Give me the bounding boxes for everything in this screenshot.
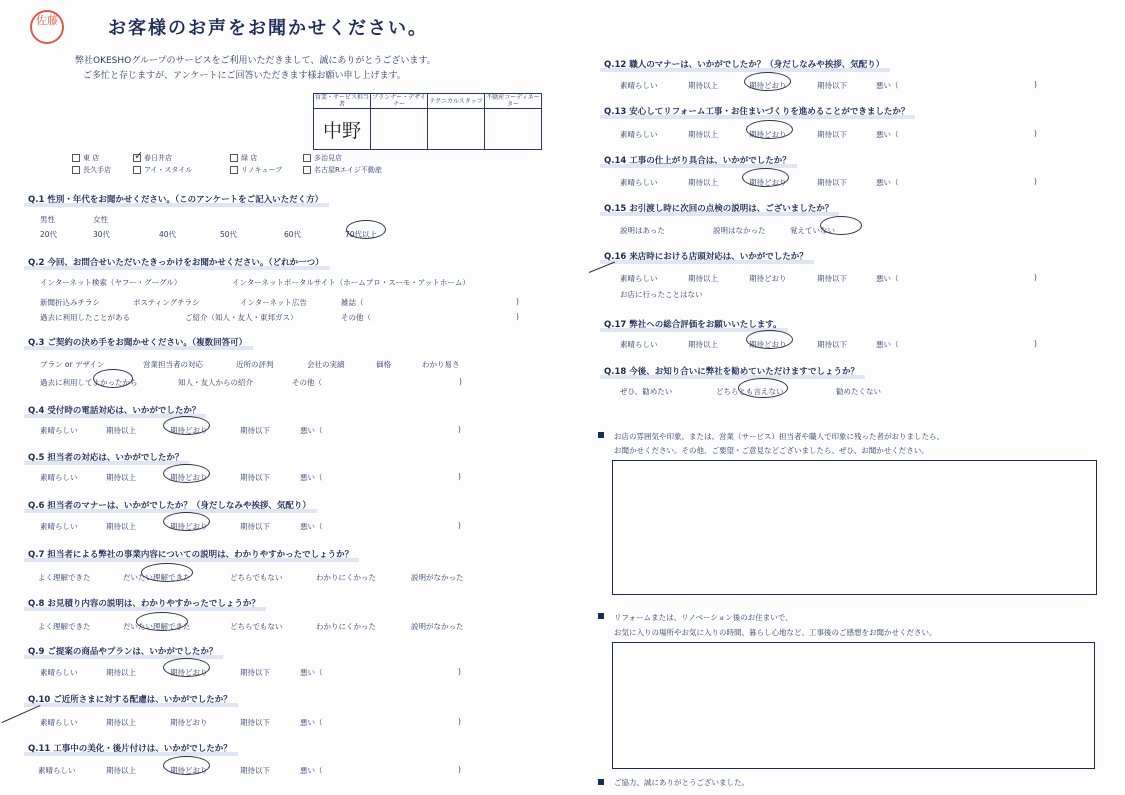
question-3-option[interactable]: 近所の評判 (236, 360, 274, 369)
question-1-option[interactable]: 70代以上 (345, 230, 378, 239)
question-8-option[interactable]: どちらでもない (230, 622, 283, 631)
question-14-option[interactable]: 期待以下 (817, 178, 847, 187)
staff-header-planner: プランナー・デザイナー (372, 94, 426, 108)
staff-header-realestate: 不動産コーディネーター (486, 94, 540, 108)
question-2-option[interactable]: インターネット広告 (240, 298, 307, 307)
handwritten-circle-mark (744, 72, 791, 91)
question-9-option[interactable]: 期待どおり (170, 668, 208, 677)
question-1-option[interactable]: 60代 (284, 230, 302, 239)
handwritten-circle-mark (746, 330, 793, 349)
staff-header-technical: テクニカルスタッフ (428, 94, 485, 109)
question-13-option[interactable]: 期待以上 (688, 130, 718, 139)
question-2-option[interactable]: 新聞折込みチラシ (40, 298, 100, 307)
question-17-option[interactable]: 期待どおり (749, 340, 787, 349)
question-8-option[interactable]: だいたい理解できた (123, 622, 191, 631)
question-13-label: Q.13 安心してリフォーム工事・お住まいづくりを進めることができましたか？ (604, 107, 910, 117)
store-label: 長久手店 (83, 166, 111, 174)
question-2-option[interactable]: ポスティングチラシ (133, 298, 200, 307)
comment-bullet (598, 432, 604, 438)
question-5-option[interactable]: 悪い（ (300, 473, 323, 482)
question-9-label: Q.9 ご提案の商品やプランは、いかがでしたか？ (28, 647, 218, 657)
question-10-option[interactable]: 悪い（ (300, 718, 323, 727)
question-1-label: Q.1 性別・年代をお聞かせください。（このアンケートをご記入いただく方） (28, 195, 324, 205)
handwritten-circle-mark (93, 369, 133, 388)
store-label: 緑 店 (241, 154, 258, 162)
question-17-option[interactable]: 期待以上 (688, 340, 718, 349)
question-2-option[interactable]: インターネット検索（ヤフー・グーグル） (40, 278, 182, 287)
question-5-label: Q.5 担当者の対応は、いかがでしたか？ (28, 453, 184, 463)
question-12-option[interactable]: 期待どおり (749, 81, 787, 90)
store-label: 名古屋Rエイジ不動産 (314, 166, 382, 174)
question-4-paren-close: ) (458, 425, 461, 434)
question-5-option[interactable]: 期待以下 (240, 473, 270, 482)
handwritten-circle-mark (163, 464, 210, 483)
question-15-option[interactable]: 覚えていない (790, 226, 835, 235)
question-8-option[interactable]: わかりにくかった (316, 622, 376, 631)
handwritten-circle-mark (141, 563, 193, 582)
question-4-option[interactable]: 期待以上 (106, 426, 136, 435)
question-18-option[interactable]: ぜひ、勧めたい (620, 387, 673, 396)
question-12-option[interactable]: 期待以上 (688, 81, 718, 90)
question-5-option[interactable]: 期待以上 (106, 473, 136, 482)
question-5-paren-close: ) (458, 472, 461, 481)
question-12-option[interactable]: 悪い（ (876, 81, 899, 90)
question-10-option[interactable]: 素晴らしい (40, 718, 78, 727)
question-6-label: Q.6 担当者のマナーは、いかがでしたか？（身だしなみや挨拶、気配り） (28, 501, 311, 511)
handwritten-circle-mark (163, 658, 210, 677)
question-8-label: Q.8 お見積り内容の説明は、わかりやすかったでしょうか？ (28, 599, 260, 609)
question-2-option[interactable]: 過去に利用したことがある (40, 313, 130, 322)
question-16-option[interactable]: 期待以下 (817, 274, 847, 283)
question-15-option[interactable]: 説明はあった (620, 226, 665, 235)
question-10-option[interactable]: 期待以下 (240, 718, 270, 727)
question-7-option[interactable]: わかりにくかった (316, 573, 376, 582)
question-3-option[interactable]: プラン or デザイン (40, 360, 105, 369)
handwritten-circle-mark (163, 512, 210, 531)
question-14-label: Q.14 工事の仕上がり具合は、いかがでしたか？ (604, 156, 791, 166)
intro-text-1: 弊社OKESHOグループのサービスをご利用いただきまして、誠にありがとうございます。 (75, 56, 436, 66)
question-16-option[interactable]: 期待以上 (688, 274, 718, 283)
comment-prompt-2-line1: リフォームまたは、リノベーション後のお住まいで、 (614, 613, 793, 622)
question-8-option[interactable]: 説明がなかった (411, 622, 464, 631)
question-16-option[interactable]: 期待どおり (749, 274, 787, 283)
comment-box-1[interactable] (612, 460, 1097, 595)
page-title: お客様のお声をお聞かせください。 (108, 18, 428, 39)
question-9-paren-close: ) (458, 667, 461, 676)
question-7-label: Q.7 担当者による弊社の事業内容についての説明は、わかりやすかったでしょうか？ (28, 550, 354, 560)
question-13-option[interactable]: 期待以下 (817, 130, 847, 139)
question-13-paren-close: ) (1034, 129, 1037, 138)
question-3-option[interactable]: 営業担当者の対応 (143, 360, 203, 369)
question-4-label: Q.4 受付時の電話対応は、いかがでしたか？ (28, 406, 201, 416)
question-11-option[interactable]: 期待以下 (240, 766, 270, 775)
question-7-option[interactable]: 説明がなかった (411, 573, 464, 582)
question-16-label: Q.16 来店時における店頭対応は、いかがでしたか？ (604, 252, 808, 262)
question-6-option[interactable]: 期待以上 (106, 522, 136, 531)
question-14-option[interactable]: 素晴らしい (620, 178, 658, 187)
handwritten-circle-mark (163, 416, 210, 435)
thanks-text: ご協力、誠にありがとうございました。 (614, 778, 749, 787)
staff-sales-name[interactable] (314, 109, 371, 150)
question-6-option[interactable]: 期待以下 (240, 522, 270, 531)
question-12-option[interactable]: 素晴らしい (620, 81, 658, 90)
question-4-option[interactable]: 期待どおり (170, 426, 208, 435)
question-1-option[interactable]: 男性 (40, 215, 55, 224)
pen-stroke-mark (2, 705, 41, 723)
question-18-option[interactable]: 勧めたくない (836, 387, 881, 396)
question-17-option[interactable]: 悪い（ (876, 340, 899, 349)
question-6-option[interactable]: 悪い（ (300, 522, 323, 531)
question-7-option[interactable]: どちらでもない (230, 573, 283, 582)
store-label: リノキューブ (241, 166, 283, 174)
question-6-paren-close: ) (458, 521, 461, 530)
question-3-option[interactable]: 過去に利用してよかったから (40, 378, 138, 387)
question-2-label: Q.2 今回、お問合せいただいたきっかけをお聞かせください。（どれか一つ） (28, 258, 324, 268)
store-checkbox-tajimi[interactable] (303, 153, 342, 163)
store-checkbox-nagoya[interactable] (303, 165, 382, 175)
question-3-option[interactable]: 会社の実績 (307, 360, 345, 369)
question-2-option[interactable]: 雑誌（ (341, 298, 364, 307)
pen-stroke-mark (589, 262, 615, 274)
store-label: 多治見店 (314, 154, 342, 162)
question-11-option[interactable]: 素晴らしい (38, 766, 76, 775)
question-3-label: Q.3 ご契約の決め手をお聞かせください。（複数回答可） (28, 338, 248, 348)
handwritten-circle-mark (742, 168, 789, 187)
question-1-option[interactable]: 50代 (220, 230, 238, 239)
question-1-option[interactable]: 女性 (93, 215, 108, 224)
staff-header-sales: 営業・サービス担当者 (314, 94, 369, 108)
question-2-option[interactable]: ご紹介（知人・友人・東邦ガス） (185, 313, 298, 322)
question-15-option[interactable]: 説明はなかった (713, 226, 766, 235)
question-9-option[interactable]: 素晴らしい (40, 668, 78, 677)
comment-prompt-1-line2: お聞かせください。その他、ご要望・ご意見などございましたら、ぜひ、お聞かせください。 (614, 446, 929, 455)
intro-text-2: ご多忙と存じますが、アンケートにご回答いただきます様お願い申し上げます。 (83, 71, 406, 81)
question-16-option[interactable]: お店に行ったことはない (620, 290, 703, 299)
question-11-paren-close: ) (458, 765, 461, 774)
handwritten-circle-mark (136, 612, 188, 631)
question-3-option[interactable]: その他（ (292, 378, 322, 387)
question-3-option[interactable]: 価格 (376, 360, 391, 369)
store-checkbox-midori[interactable] (230, 153, 257, 163)
question-5-option[interactable]: 期待どおり (170, 473, 208, 482)
question-11-option[interactable]: 期待どおり (170, 766, 208, 775)
question-3-option[interactable]: わかり易さ (422, 360, 460, 369)
question-17-option[interactable]: 期待以下 (817, 340, 847, 349)
question-4-option[interactable]: 悪い（ (300, 426, 323, 435)
staff-table (313, 93, 542, 150)
question-5-option[interactable]: 素晴らしい (40, 473, 78, 482)
handwritten-circle-mark (746, 120, 793, 139)
question-11-option[interactable]: 期待以上 (106, 766, 136, 775)
question-7-option[interactable]: よく理解できた (38, 573, 91, 582)
question-2-option[interactable]: その他（ (341, 313, 371, 322)
question-16-paren-close: ) (1034, 273, 1037, 282)
question-1-option[interactable]: 20代 (40, 230, 58, 239)
question-4-option[interactable]: 期待以下 (240, 426, 270, 435)
staff-planner-cell[interactable] (371, 109, 428, 150)
question-14-paren-close: ) (1034, 177, 1037, 186)
thanks-bullet (598, 779, 604, 785)
store-checkbox-renocube[interactable] (230, 165, 282, 175)
store-checkbox-higashi[interactable] (72, 153, 99, 163)
question-18-label: Q.18 今後、お知り合いに弊社を勧めていただけますでしょうか？ (604, 367, 860, 377)
question-8-option[interactable]: よく理解できた (38, 622, 91, 631)
question-10-label: Q.10 ご近所さまに対する配慮は、いかがでしたか？ (28, 695, 232, 705)
question-11-option[interactable]: 悪い（ (300, 766, 323, 775)
handwritten-circle-mark (346, 220, 386, 239)
question-2-option[interactable]: インターネットポータルサイト（ホームプロ・スーモ・アットホーム） (232, 278, 470, 287)
question-1-option[interactable]: 40代 (159, 230, 177, 239)
handwritten-circle-mark (820, 216, 862, 235)
comment-prompt-2-line2: お気に入りの場所やお気に入りの時間、暮らし心地など、工事後のご感想をお聞かせください。 (614, 628, 937, 637)
store-label: 春日井店 (144, 154, 172, 162)
question-6-option[interactable]: 期待どおり (170, 522, 208, 531)
question-7-option[interactable]: だいたい理解できた (123, 573, 191, 582)
question-13-option[interactable]: 期待どおり (749, 130, 787, 139)
question-17-option[interactable]: 素晴らしい (620, 340, 658, 349)
question-17-paren-close: ) (1034, 339, 1037, 348)
question-9-option[interactable]: 期待以下 (240, 668, 270, 677)
comment-box-2[interactable] (612, 642, 1095, 769)
store-label: 東 店 (83, 154, 100, 162)
question-14-option[interactable]: 悪い（ (876, 178, 899, 187)
question-1-option[interactable]: 30代 (93, 230, 111, 239)
question-14-option[interactable]: 期待どおり (749, 178, 787, 187)
handwritten-name: 中野 (322, 119, 361, 142)
question-3-option[interactable]: 知人・友人からの紹介 (178, 378, 253, 387)
question-15-label: Q.15 お引渡し時に次回の点検の説明は、ございましたか？ (604, 204, 834, 214)
question-3-paren-close: ) (459, 377, 462, 386)
question-16-option[interactable]: 悪い（ (876, 274, 899, 283)
question-12-paren-close: ) (1034, 80, 1037, 89)
question-12-option[interactable]: 期待以下 (817, 81, 847, 90)
store-label: アイ・スタイル (144, 166, 193, 174)
stamp-seal: 佐藤 (30, 10, 64, 44)
question-12-label: Q.12 職人のマナーは、いかがでしたか？（身だしなみや挨拶、気配り） (604, 60, 885, 70)
question-9-option[interactable]: 期待以上 (106, 668, 136, 677)
staff-technical-cell[interactable] (428, 109, 485, 150)
question-10-paren-close: ) (458, 717, 461, 726)
store-checkbox-nagakute[interactable] (72, 165, 111, 175)
comment-bullet (598, 613, 604, 619)
handwritten-circle-mark (163, 756, 210, 775)
question-17-label: Q.17 弊社への総合評価をお願いいたします。 (604, 320, 782, 330)
question-11-label: Q.11 工事中の美化・後片付けは、いかがでしたか？ (28, 744, 232, 754)
question-6-option[interactable]: 素晴らしい (40, 522, 78, 531)
handwritten-circle-mark (738, 378, 788, 398)
question-2-paren-close: ) (516, 312, 519, 321)
comment-prompt-1-line1: お店の雰囲気や印象。または、営業（サービス）担当者や職人で印象に残った者がおりましたら、 (614, 432, 944, 441)
staff-realestate-cell[interactable] (485, 109, 542, 150)
question-14-option[interactable]: 期待以上 (688, 178, 718, 187)
question-13-option[interactable]: 悪い（ (876, 130, 899, 139)
question-18-option[interactable]: どちらとも言えない (716, 387, 784, 396)
check-mark: ✓ (134, 149, 144, 162)
question-9-option[interactable]: 悪い（ (300, 668, 323, 677)
question-16-option[interactable]: 素晴らしい (620, 274, 658, 283)
question-10-option[interactable]: 期待どおり (170, 718, 208, 727)
question-10-option[interactable]: 期待以上 (106, 718, 136, 727)
question-13-option[interactable]: 素晴らしい (620, 130, 658, 139)
question-4-option[interactable]: 素晴らしい (40, 426, 78, 435)
store-checkbox-istyle[interactable] (133, 165, 192, 175)
question-2-paren-close: ) (516, 297, 519, 306)
